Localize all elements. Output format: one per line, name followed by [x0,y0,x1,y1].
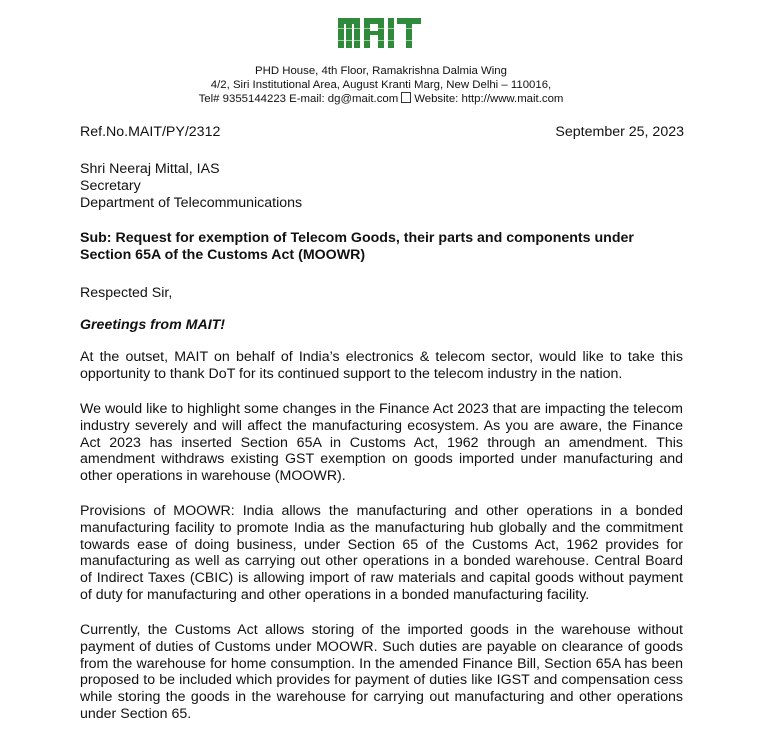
address-line-2: 4/2, Siri Institutional Area, August Kranti Marg, New Delhi – 110016, [210,79,552,91]
address-line-1: PHD House, 4th Floor, Ramakrishna Dalmia Wing [255,65,507,77]
recipient-block [80,161,682,212]
body-paragraph-4: Currently, the Customs Act allows storing of the imported goods in the warehouse without payment of duties of Customs under MOOWR. Such duties are payable on clearance of goods from the warehouse for home consumption. In the amended Finance Bill, Section 65A has been proposed to be included which provides for payment of duties like IGST and compensation cess while storing the goods in the warehouse for carrying out manufacturing and other operations under Section 65. [80,622,683,722]
recipient-name: Shri Neeraj Mittal, IAS [80,161,220,177]
recipient-department: Department of Telecommunications [80,195,303,211]
mait-logo-graphic [336,10,426,54]
contact-website: Website: http://www.mait.com [414,93,564,105]
salutation: Respected Sir, [80,285,173,301]
mait-logo [0,10,762,59]
body-paragraph-2: We would like to highlight some changes in the Finance Act 2023 that are impacting the telecom industry severely and will affect the manufacturing ecosystem. As you are aware, the Finance Act 2023 has inserted Section 65A in Customs Act, 1962 through an amendment. This amendment withdraws existing GST exemption on goods imported under manufacturing and other operations in warehouse (MOOWR). [80,401,683,485]
body-paragraph-3: Provisions of MOOWR: India allows the manufacturing and other operations in a bonded manufacturing facility to promote India as the manufacturing hub globally and the commitment towards ease of doing business, under Section 65 of the Customs Act, 1962 provides for manufacturing as well as carrying out other operations in a bonded warehouse. Central Board of Indirect Taxes (CBIC) is allowing import of raw materials and capital goods without payment of duty for manufacturing and other operations in a bonded manufacturing facility. [80,503,683,603]
contact-tel-email: Tel# 9355144223 E-mail: dg@mait.com [198,93,399,105]
letterhead-address [0,64,762,106]
separator-box-icon [401,92,411,103]
letter-date: September 25, 2023 [555,124,684,140]
greeting: Greetings from MAIT! [80,317,226,333]
subject-line: Sub: Request for exemption of Telecom Goods, their parts and components under Section 65A of the Customs Act (MOOWR) [80,230,634,263]
contact-line [0,92,762,106]
reference-line [80,124,682,140]
body-paragraph-1: At the outset, MAIT on behalf of India’s electronics & telecom sector, would like to take this opportunity to thank DoT for its continued support to the telecom industry in the nation. [80,349,683,382]
recipient-title: Secretary [80,178,141,194]
reference-number: Ref.No.MAIT/PY/2312 [80,124,221,140]
